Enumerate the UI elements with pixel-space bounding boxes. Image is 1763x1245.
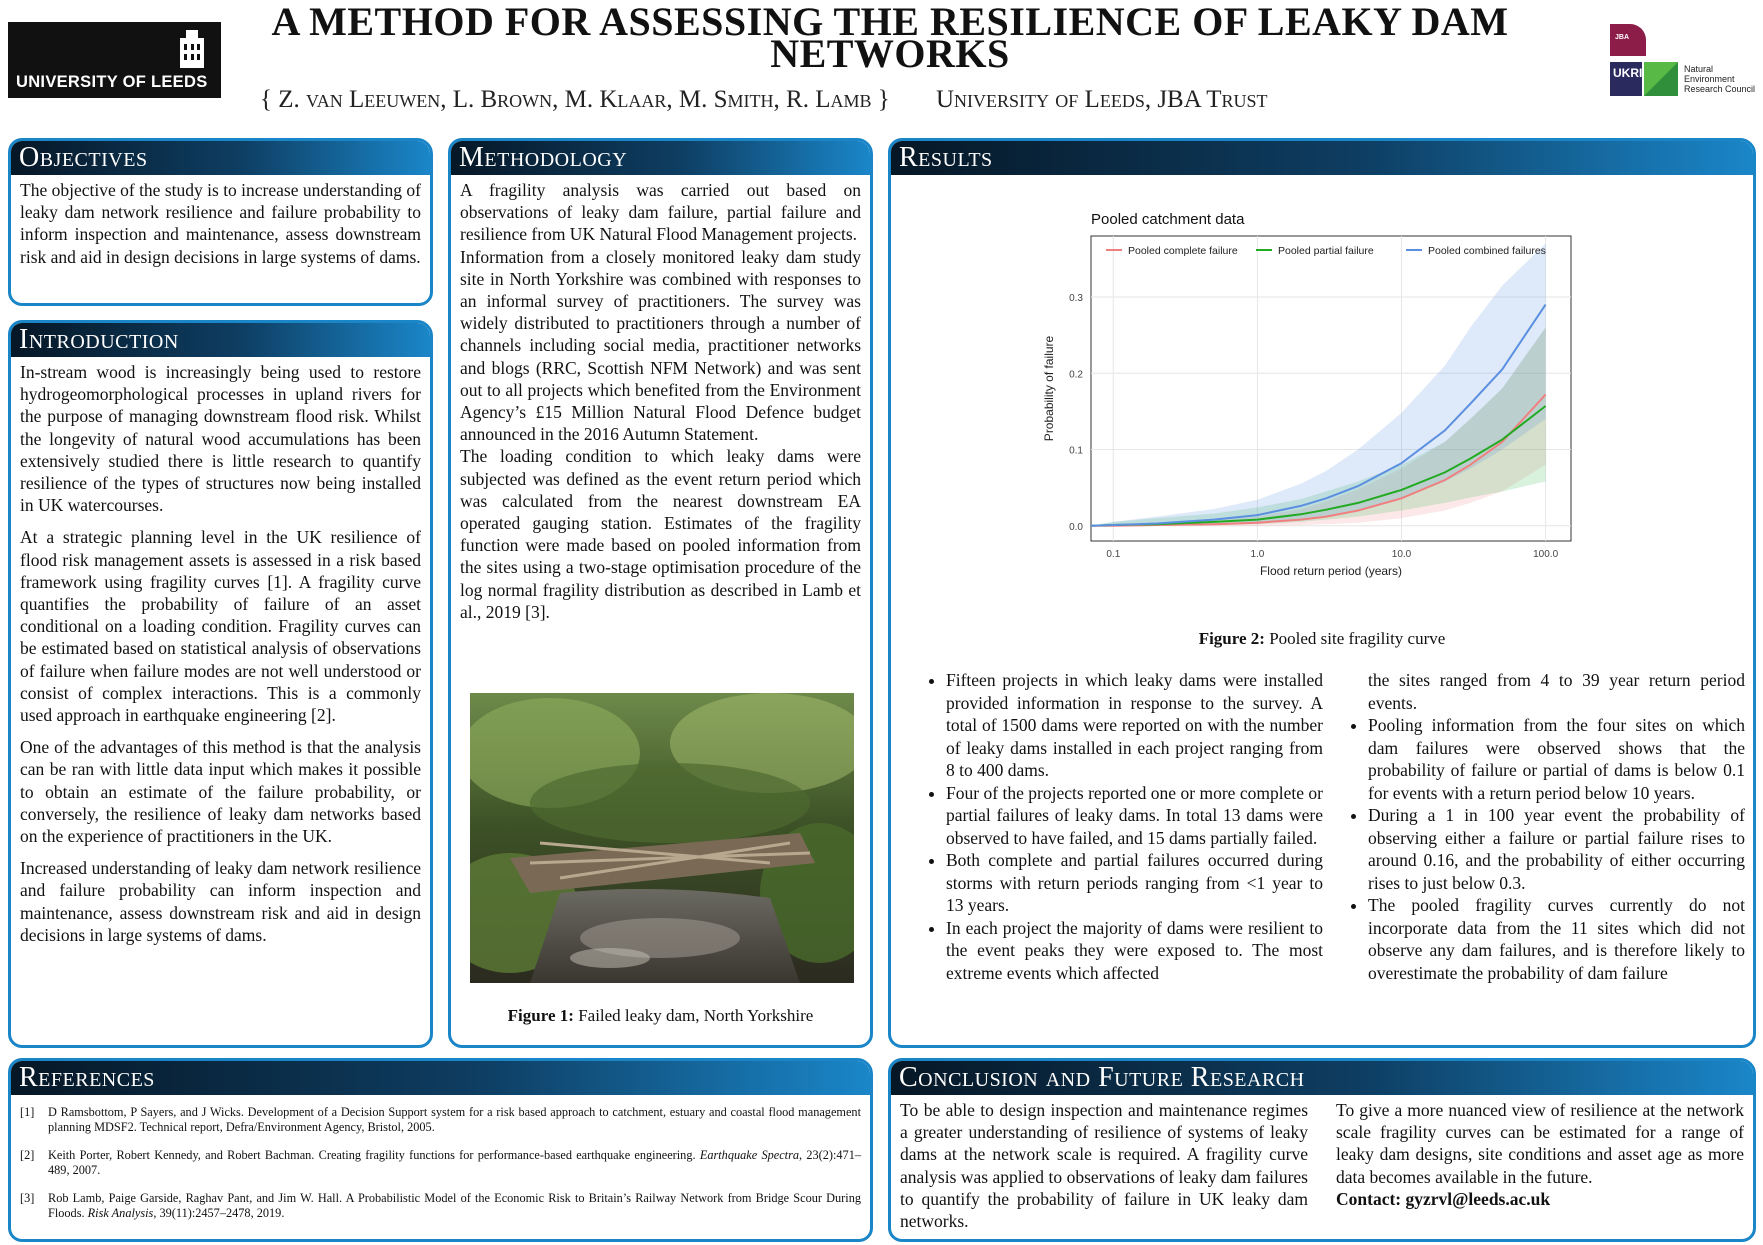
result-bullet: • The pooled fragility curves currently do not incorporate data from the 11 sites which did not observe any dam failures, and is therefore likely to overestimate the probability of dam failure <box>1368 894 1745 984</box>
authors-line <box>260 86 1540 114</box>
reference-item <box>20 1105 861 1134</box>
reference-item <box>20 1191 861 1220</box>
reference-number: [2] <box>20 1148 35 1162</box>
figure-2-caption <box>891 629 1753 649</box>
result-bullet: • Four of the projects reported one or more complete or partial failures of leaky dams. In total 13 dams were observed to have failed, and 15 dams partially failed. <box>946 782 1323 850</box>
nerc-text-line2: Environment <box>1684 74 1735 84</box>
chart-title: Pooled catchment data <box>1091 211 1245 228</box>
result-bullet-continuation: the sites ranged from 4 to 39 year return period events. <box>1368 670 1745 713</box>
results-section <box>888 138 1756 1048</box>
ukri-nerc-logo-icon <box>1610 62 1680 96</box>
reference-text-main: Rob Lamb, Paige Garside, Raghav Pant, and Jim W. Hall. A Probabilistic Model of the Economic Risk to Britain’s Railway Network from Bridge Scour During Floods. <box>48 1191 861 1220</box>
failed-leaky-dam-photo <box>470 693 854 983</box>
jba-logo-text: JBA <box>1615 34 1630 41</box>
figure-2-text: Pooled site fragility curve <box>1269 629 1446 648</box>
reference-text <box>48 1148 861 1177</box>
jba-trust-logo <box>1610 24 1646 56</box>
introduction-heading: Introduction <box>11 323 430 357</box>
results-heading: Results <box>891 141 1753 175</box>
result-bullet: • During a 1 in 100 year event the probability of observing either a failure or partial failure rises to around 0.16, and the probability of either occurring rises to just below 0.3. <box>1368 804 1745 894</box>
references-section <box>8 1058 873 1242</box>
reference-text-main: Keith Porter, Robert Kennedy, and Robert Bachman. Creating fragility functions for performance-based earthquake engineering. <box>48 1148 696 1162</box>
figure-1-label: Figure 1: <box>507 1006 574 1025</box>
methodology-heading: Methodology <box>451 141 870 175</box>
conclusion-paragraph-1: To be able to design inspection and maintenance regimes a greater understanding of resilience of systems of leaky dams at the network scale is required. A fragility curve analysis was applied to observations of leaky dam failures to quantify the probability of failure in UK leaky dam networks. <box>900 1100 1308 1232</box>
chart-legend-label: Pooled combined failures <box>1428 245 1546 257</box>
nerc-text-line3: Research Council <box>1684 84 1756 94</box>
introduction-section <box>8 320 433 1048</box>
chart-x-tick-label: 10.0 <box>1391 549 1412 560</box>
conclusion-section <box>888 1058 1756 1242</box>
results-bullets-left <box>926 669 1323 984</box>
poster-title <box>240 0 1540 76</box>
conclusion-heading: Conclusion and Future Research <box>891 1061 1753 1095</box>
introduction-paragraph-2: At a strategic planning level in the UK resilience of flood risk management assets is assessed in a risk based framework using fragility curves [1]. A fragility curve quantifies the probability of failure of an asset conditional on a loading condition. Fragility curves can be estimated based on statistical analysis of observations of failure when failure modes are not well understood or consist of complex interactions. This is a commonly used approach in earthquake engineering [2]. <box>20 527 421 726</box>
methodology-section <box>448 138 873 1048</box>
result-bullet: • In each project the majority of dams were resilient to the event peaks they were exposed to. The most extreme events which affected <box>946 917 1323 985</box>
chart-x-axis-label: Flood return period (years) <box>1259 564 1403 578</box>
leeds-tower-icon <box>176 30 208 68</box>
results-bullets <box>926 669 1745 984</box>
chart-y-tick-label: 0.1 <box>1069 445 1083 457</box>
methodology-paragraph-2: Information from a closely monitored leaky dam study site in North Yorkshire was combined with responses to an informal survey of practitioners. The survey was widely distributed to practitioners through a number of channels including social media, practitioner networks and blogs (RRC, Scottish NFM Network) and was sent out to all projects which benefited from the Environment Agency’s £15 Million Natural Flood Defence budget announced in the 2016 Autumn Statement. <box>460 246 861 445</box>
poster-title-line1: A METHOD FOR ASSESSING THE RESILIENCE OF LEAKY DAM <box>271 0 1509 44</box>
contact-email[interactable]: gyzrvl@leeds.ac.uk <box>1405 1188 1551 1209</box>
chart-x-tick-label: 100.0 <box>1533 549 1559 560</box>
reference-text-details: , 23(2):471–489, 2007. <box>48 1148 861 1177</box>
methodology-paragraph-1: A fragility analysis was carried out based on observations of leaky dam failure, partial failure and resilience from UK Natural Flood Management projects. <box>460 180 861 245</box>
affiliation: University of Leeds, JBA Trust <box>936 86 1268 113</box>
figure-1-text: Failed leaky dam, North Yorkshire <box>578 1006 814 1025</box>
contact-label: Contact: <box>1336 1188 1402 1209</box>
chart-legend-label: Pooled partial failure <box>1278 245 1374 257</box>
methodology-paragraph-3: The loading condition to which leaky dams were subjected was defined as the event return period which was calculated from the nearest downstream EA operated gauging station. Estimates of the fragility function were made based on pooled information from the sites using a two-stage optimisation procedure of the log normal fragility distribution as described in Lamb et al., 2019 [3]. <box>460 446 861 622</box>
nerc-logo-text <box>1684 64 1755 94</box>
poster-title-line2: NETWORKS <box>770 31 1010 76</box>
contact-line <box>1336 1188 1744 1210</box>
introduction-paragraph-3: One of the advantages of this method is that the analysis can be ran with little data input which makes it possible to obtain an estimate of the failure probability, or conversely, the resilience of leaky dam networks based on the experience of practitioners in the UK. <box>20 737 421 847</box>
results-bullets-right <box>1348 714 1745 984</box>
ukri-logo-text: UKRI <box>1613 66 1643 80</box>
figure-1-caption <box>451 1006 870 1026</box>
chart-x-tick-label: 0.1 <box>1106 549 1121 560</box>
chart-y-tick-label: 0.3 <box>1069 293 1083 304</box>
reference-number: [1] <box>20 1105 35 1119</box>
university-of-leeds-logo <box>8 22 221 98</box>
authors: { Z. van Leeuwen, L. Brown, M. Klaar, M. Smith, R. Lamb } <box>260 86 890 113</box>
chart-y-tick-label: 0.2 <box>1069 369 1083 381</box>
result-bullet: • Pooling information from the four sites on which dam failures were observed shows that the probability of failure or partial of dams is below 0.1 for events with a return period below 10 years. <box>1368 714 1745 804</box>
result-bullet: • Fifteen projects in which leaky dams were installed provided information in response to the survey. A total of 1500 dams were reported on with the number of leaky dams installed in each project ranging from 8 to 400 dams. <box>946 669 1323 782</box>
introduction-paragraph-1: In-stream wood is increasingly being used to restore hydrogeomorphological processes in upland rivers for the purpose of managing downstream flood risk. Whilst the longevity of natural wood accumulations has been extensively studied there is little research to quantify resilience of the types of structures now being installed in UK watercourses. <box>20 362 421 516</box>
chart-legend-label: Pooled complete failure <box>1128 245 1238 257</box>
reference-journal: Earthquake Spectra <box>699 1148 800 1162</box>
references-heading: References <box>11 1061 870 1095</box>
fragility-chart <box>1021 201 1581 611</box>
objectives-section <box>8 138 433 306</box>
result-bullet: • Both complete and partial failures occurred during storms with return periods ranging from <1 year to 13 years. <box>946 849 1323 917</box>
objectives-text: The objective of the study is to increase understanding of leaky dam network resilience and failure probability to inform inspection and maintenance, assess downstream risk and aid in design decisions in large systems of dams. <box>20 180 421 267</box>
reference-number: [3] <box>20 1191 35 1205</box>
reference-text <box>48 1191 861 1220</box>
conclusion-right <box>1336 1099 1744 1232</box>
chart-y-tick-label: 0.0 <box>1069 521 1083 533</box>
nerc-text-line1: Natural <box>1684 64 1714 74</box>
chart-y-axis-label: Probability of failure <box>1042 335 1056 442</box>
introduction-paragraph-4: Increased understanding of leaky dam network resilience and failure probability can inform inspection and maintenance, assess downstream risk and aid in design decisions in large systems of dams. <box>20 858 421 945</box>
reference-item <box>20 1148 861 1177</box>
chart-x-tick-label: 1.0 <box>1250 549 1265 560</box>
objectives-heading: Objectives <box>11 141 430 175</box>
conclusion-paragraph-2: To give a more nuanced view of resilience at the network scale fragility curves can be estimated for a range of leaky dam designs, site conditions and asset age as more data becomes available in the future. <box>1336 1100 1744 1187</box>
university-logo-text: UNIVERSITY OF LEEDS <box>16 73 208 91</box>
reference-text: D Ramsbottom, P Sayers, and J Wicks. Development of a Decision Support system for a risk based approach to catchment, estuary and coastal flood management planning MDSF2. Technical report, Defra/Environment Agency, Bristol, 2005. <box>48 1105 861 1134</box>
reference-text-details: , 39(11):2457–2478, 2019. <box>153 1205 285 1220</box>
reference-journal: Risk Analysis <box>87 1205 154 1220</box>
figure-2-label: Figure 2: <box>1198 629 1265 648</box>
